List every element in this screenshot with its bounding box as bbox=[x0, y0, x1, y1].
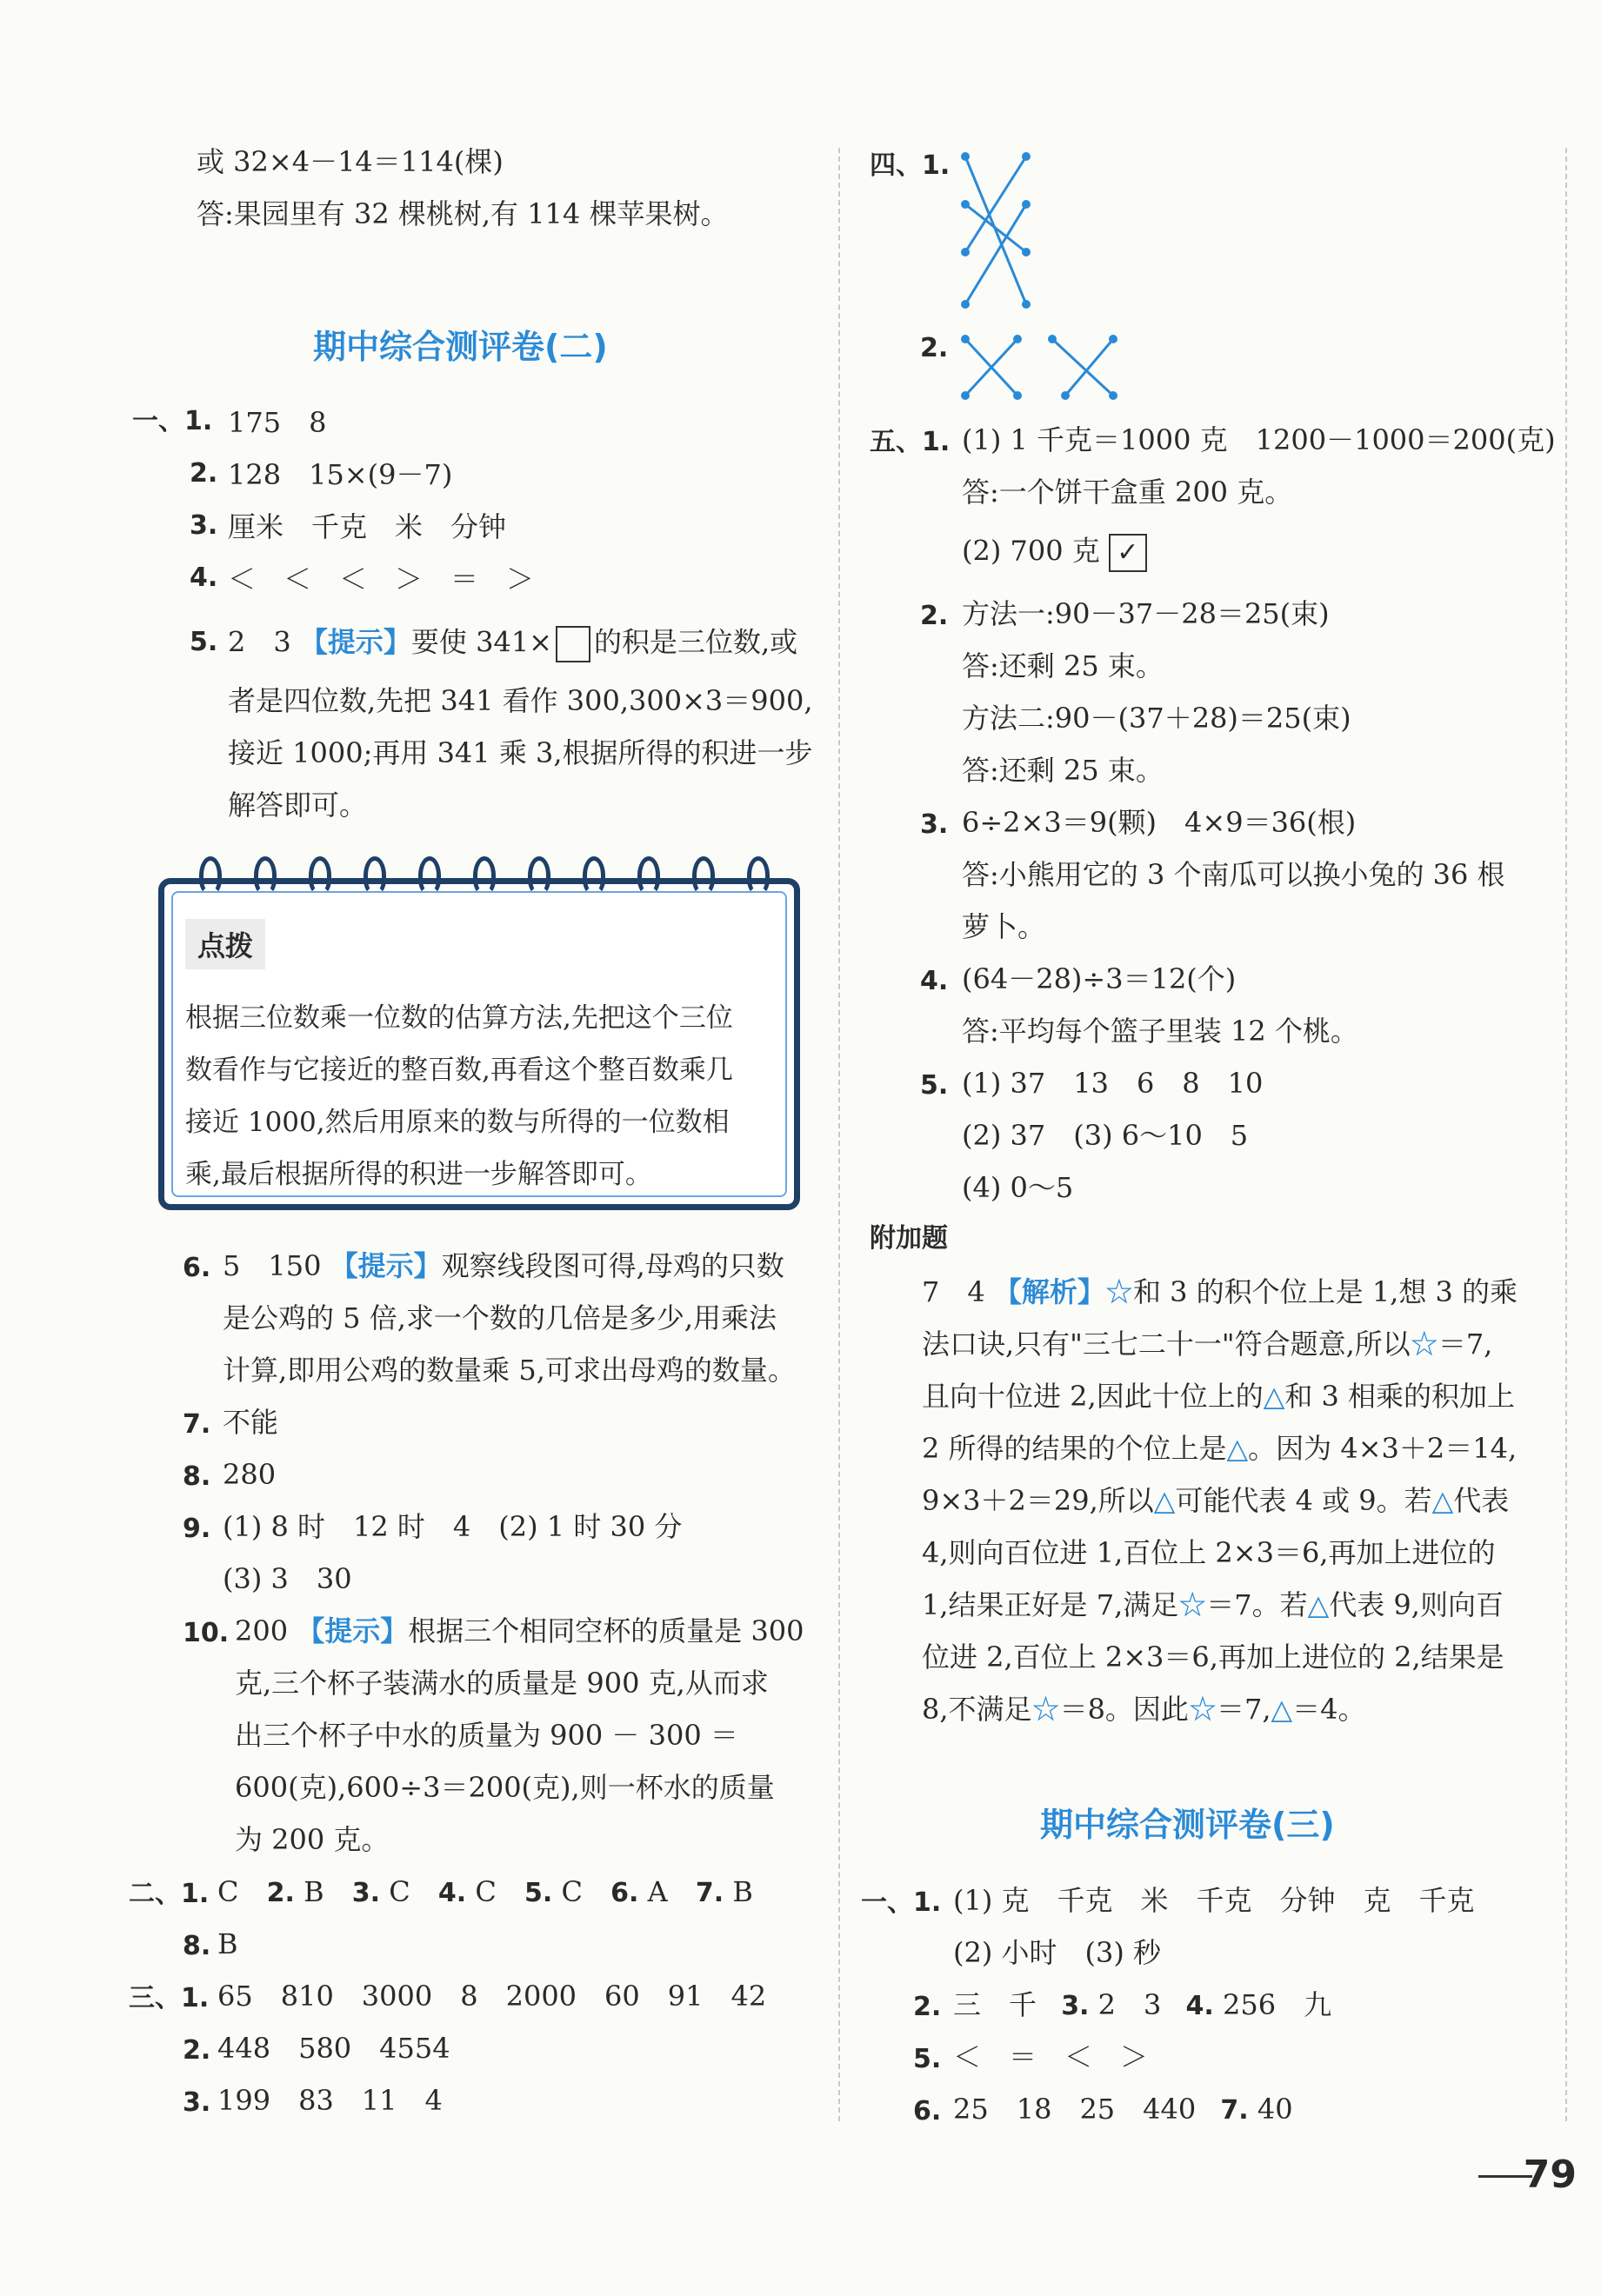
notebook-line-2: 数看作与它接近的整百数,再看这个整百数乘几 bbox=[185, 1055, 733, 1086]
p5-q3-line-3: 萝卜。 bbox=[962, 910, 1046, 943]
matching-diagram-1 bbox=[957, 148, 1052, 313]
p3-q2-answer: 448 580 4554 bbox=[217, 2032, 450, 2065]
extra-text: 2 所得的结果的个位上是 bbox=[922, 1432, 1227, 1465]
extra-text: 1,结果正好是 7,满足 bbox=[922, 1588, 1179, 1621]
s3-q3-num: 3. bbox=[1061, 1991, 1090, 2021]
notebook-line-1: 根据三位数乘一位数的估算方法,先把这个三位 bbox=[185, 1002, 733, 1034]
q10-answer: 200 bbox=[235, 1614, 289, 1647]
match-dot bbox=[1022, 300, 1031, 309]
q6-hint-text: 观察线段图可得,母鸡的只数 bbox=[441, 1249, 784, 1282]
q10-line-1 bbox=[235, 1614, 804, 1647]
q10-num: 10. bbox=[183, 1618, 230, 1648]
s3-q5-answer: ＜ ＝ ＜ ＞ bbox=[953, 2040, 1149, 2073]
p5-q5-num: 5. bbox=[920, 1070, 949, 1101]
ring-icon bbox=[418, 856, 441, 895]
star-icon: ☆ bbox=[1031, 1693, 1060, 1726]
p2-q8-answer: B bbox=[217, 1927, 238, 1960]
triangle-icon: △ bbox=[1263, 1380, 1285, 1413]
q5-line-3: 接近 1000;再用 341 乘 3,根据所得的积进一步 bbox=[228, 736, 813, 769]
q10-line-3: 出三个杯子中水的质量为 900 － 300 ＝ bbox=[235, 1719, 738, 1752]
q6-line-3: 计算,即用公鸡的数量乘 5,可求出母鸡的数量。 bbox=[223, 1354, 796, 1387]
p2-q6-answer: A bbox=[647, 1875, 668, 1908]
p5-q2-line-2: 答:还剩 25 束。 bbox=[962, 649, 1164, 682]
ring-icon bbox=[254, 856, 277, 895]
matching-diagram-2 bbox=[957, 330, 1131, 404]
extra-text: 和 3 的积个位上是 1,想 3 的乘 bbox=[1132, 1275, 1518, 1308]
match-dot bbox=[1022, 200, 1031, 209]
extra-text: 9×3＋2＝29,所以 bbox=[922, 1484, 1154, 1517]
notebook-line-4: 乘,最后根据所得的积进一步解答即可。 bbox=[185, 1159, 652, 1190]
s3-q7-num: 7. bbox=[1220, 2095, 1249, 2126]
p4-q2-num: 2. bbox=[920, 333, 949, 363]
ring-icon bbox=[692, 856, 715, 895]
part-4-label: 四、1. bbox=[870, 150, 951, 181]
p3-q3-answer: 199 83 11 4 bbox=[217, 2084, 443, 2117]
extra-line-6: 4,则向百位进 1,百位上 2×3＝6,再加上进位的 bbox=[922, 1536, 1496, 1569]
extra-text: ＝8。因此 bbox=[1059, 1693, 1189, 1726]
tip-notebook bbox=[158, 878, 800, 1210]
match-dot bbox=[1022, 248, 1031, 256]
star-icon: ☆ bbox=[1104, 1275, 1133, 1308]
extra-text: 法口诀,只有"三七二十一"符合题意,所以 bbox=[922, 1328, 1411, 1361]
q4-answer: ＜ ＜ ＜ ＞ ＝ ＞ bbox=[228, 562, 535, 596]
triangle-icon: △ bbox=[1271, 1693, 1293, 1726]
p2-q1-answer: C bbox=[217, 1875, 239, 1908]
q4-num: 4. bbox=[190, 562, 218, 593]
extra-line-8: 位进 2,百位上 2×3＝6,再加上进位的 2,结果是 bbox=[922, 1640, 1504, 1674]
p2-q6-num: 6. bbox=[610, 1878, 639, 1908]
q10-hint-text: 根据三个相同空杯的质量是 300 bbox=[408, 1614, 804, 1647]
s3-q6-answer: 25 18 25 440 bbox=[953, 2093, 1197, 2126]
match-line bbox=[965, 156, 1026, 252]
q8-num: 8. bbox=[183, 1461, 211, 1492]
extra-line-4 bbox=[922, 1432, 1518, 1465]
extra-text: 。因为 4×3＋2＝14, bbox=[1248, 1432, 1518, 1465]
match-dot bbox=[1048, 335, 1057, 343]
q2-answer: 128 15×(9－7) bbox=[228, 458, 453, 491]
extra-text: ＝7。若 bbox=[1206, 1588, 1308, 1621]
blank-box bbox=[556, 626, 590, 662]
extra-text: ＝7, bbox=[1438, 1328, 1493, 1361]
p5-q4-line-1: (64－28)÷3＝12(个) bbox=[962, 962, 1237, 995]
p2-q8-num: 8. bbox=[183, 1931, 211, 1961]
p5-q5-line-3: (4) 0～5 bbox=[962, 1171, 1074, 1204]
intro-line-1: 或 32×4－14＝114(棵) bbox=[197, 145, 504, 178]
ring-icon bbox=[364, 856, 386, 895]
p2-q5-answer: C bbox=[561, 1875, 583, 1908]
match-dot bbox=[961, 200, 970, 209]
extra-text: 和 3 相乘的积加上 bbox=[1284, 1380, 1516, 1413]
part-3-label: 三、1. bbox=[129, 1983, 210, 2013]
p5-q2-line-4: 答:还剩 25 束。 bbox=[962, 754, 1164, 787]
match-dot bbox=[961, 248, 970, 256]
match-dot bbox=[961, 391, 970, 400]
q7-num: 7. bbox=[183, 1409, 211, 1440]
match-dot bbox=[1022, 152, 1031, 161]
s3-q3-answer: 2 3 bbox=[1097, 1988, 1162, 2021]
p5-q1-line-3 bbox=[962, 534, 1147, 572]
extra-text: 8,不满足 bbox=[922, 1693, 1032, 1726]
p5-q2-num: 2. bbox=[920, 601, 949, 631]
triangle-icon: △ bbox=[1307, 1588, 1330, 1621]
p5-q1-line-1: (1) 1 千克＝1000 克 1200－1000＝200(克) bbox=[962, 423, 1556, 456]
s3-q2-num: 2. bbox=[913, 1992, 942, 2022]
match-dot bbox=[1013, 335, 1022, 343]
q7-answer: 不能 bbox=[223, 1406, 279, 1439]
q10-line-4: 600(克),600÷3＝200(克),则一杯水的质量 bbox=[235, 1771, 775, 1804]
q3-num: 3. bbox=[190, 510, 218, 541]
p5-q3-line-1: 6÷2×3＝9(颗) 4×9＝36(根) bbox=[962, 806, 1357, 839]
q10-line-5: 为 200 克。 bbox=[235, 1823, 390, 1856]
part-1b-label: 一、1. bbox=[861, 1887, 942, 1918]
s3-q4-num: 4. bbox=[1185, 1991, 1214, 2021]
q5-line-1 bbox=[228, 626, 797, 662]
q8-answer: 280 bbox=[223, 1458, 277, 1491]
s3-q2-answer: 三 千 bbox=[953, 1988, 1037, 2021]
p5-q4-num: 4. bbox=[920, 966, 949, 996]
p2-q2-answer: B bbox=[304, 1875, 324, 1908]
s3-q5-num: 5. bbox=[913, 2044, 942, 2074]
ring-icon bbox=[309, 856, 331, 895]
extra-text: 代表 9,则向百 bbox=[1329, 1588, 1504, 1621]
p5-q1-answer: (2) 700 克 bbox=[962, 534, 1100, 568]
p2-q2-num: 2. bbox=[266, 1878, 295, 1908]
p2-q5-num: 5. bbox=[524, 1878, 553, 1908]
ring-icon bbox=[637, 856, 660, 895]
s3-q6-num: 6. bbox=[913, 2096, 942, 2126]
q5-hint-text-b: 的积是三位数,或 bbox=[594, 625, 798, 659]
q5-num: 5. bbox=[190, 627, 218, 657]
star-icon: ☆ bbox=[1188, 1693, 1217, 1726]
p3-q3-num: 3. bbox=[183, 2087, 211, 2118]
notebook-line-3: 接近 1000,然后用原来的数与所得的一位数相 bbox=[185, 1107, 730, 1138]
s3-q1-line-1: (1) 克 千克 米 千克 分钟 克 千克 bbox=[953, 1884, 1475, 1917]
p5-q2-line-1: 方法一:90－37－28＝25(束) bbox=[962, 597, 1330, 630]
match-line bbox=[1052, 339, 1113, 396]
q9-line-2: (3) 3 30 bbox=[223, 1562, 352, 1595]
p2-q3-num: 3. bbox=[351, 1878, 381, 1908]
p2-q7-num: 7. bbox=[695, 1878, 724, 1908]
q5-answer: 2 3 bbox=[228, 625, 291, 659]
extra-question-title: 附加题 bbox=[870, 1223, 948, 1254]
p2-q4-num: 4. bbox=[437, 1878, 467, 1908]
part-5-label: 五、1. bbox=[870, 427, 951, 457]
extra-line-7 bbox=[922, 1588, 1504, 1621]
extra-answer: 7 4 bbox=[922, 1275, 985, 1308]
ring-icon bbox=[528, 856, 550, 895]
p5-q2-line-3: 方法二:90－(37＋28)＝25(束) bbox=[962, 702, 1351, 735]
analysis-label: 【解析】 bbox=[993, 1275, 1105, 1308]
q2-num: 2. bbox=[190, 458, 218, 489]
section-title-3: 期中综合测评卷(三) bbox=[1040, 1806, 1335, 1844]
p3-q2-num: 2. bbox=[183, 2035, 211, 2066]
q9-line-1: (1) 8 时 12 时 4 (2) 1 时 30 分 bbox=[223, 1510, 683, 1543]
p2-q4-answer: C bbox=[475, 1875, 497, 1908]
extra-text: 且向十位进 2,因此十位上的 bbox=[922, 1380, 1264, 1413]
ring-icon bbox=[473, 856, 496, 895]
s3-q4-answer: 256 九 bbox=[1223, 1988, 1332, 2021]
match-dot bbox=[961, 335, 970, 343]
p5-q3-num: 3. bbox=[920, 809, 949, 840]
s3-q7-answer: 40 bbox=[1257, 2093, 1293, 2126]
match-dot bbox=[961, 152, 970, 161]
match-line bbox=[965, 156, 1026, 304]
s3-q1-line-2: (2) 小时 (3) 秒 bbox=[953, 1936, 1162, 1969]
extra-text: 可能代表 4 或 9。若 bbox=[1175, 1484, 1432, 1517]
section-title-2: 期中综合测评卷(二) bbox=[313, 328, 608, 366]
page-number: 79 bbox=[1523, 2153, 1577, 2197]
triangle-icon: △ bbox=[1226, 1432, 1249, 1465]
hint-label: 【提示】 bbox=[330, 1249, 442, 1282]
extra-line-3 bbox=[922, 1380, 1516, 1413]
match-line bbox=[1065, 339, 1113, 396]
q6-line-2: 是公鸡的 5 倍,求一个数的几倍是多少,用乘法 bbox=[223, 1301, 777, 1334]
p5-q3-line-2: 答:小熊用它的 3 个南瓜可以换小兔的 36 根 bbox=[962, 858, 1505, 891]
hint-label: 【提示】 bbox=[299, 625, 411, 659]
p2-q7-answer: B bbox=[732, 1875, 753, 1908]
q5-line-4: 解答即可。 bbox=[228, 789, 368, 822]
extra-line-2 bbox=[922, 1328, 1493, 1361]
ring-icon bbox=[747, 856, 770, 895]
extra-line-5 bbox=[922, 1484, 1510, 1517]
triangle-icon: △ bbox=[1431, 1484, 1454, 1517]
extra-line-9 bbox=[922, 1693, 1366, 1726]
s3-q2-4-line bbox=[953, 1988, 1332, 2021]
hint-label: 【提示】 bbox=[297, 1614, 409, 1647]
p2-q3-answer: C bbox=[389, 1875, 410, 1908]
extra-text: ＝7, bbox=[1216, 1693, 1271, 1726]
q6-answer: 5 150 bbox=[223, 1249, 322, 1282]
right-edge-divider bbox=[1565, 148, 1567, 2121]
q5-hint-text-a: 要使 341× bbox=[410, 625, 552, 659]
part-2-answers bbox=[217, 1875, 753, 1908]
q6-line-1 bbox=[223, 1249, 784, 1282]
checkmark-box: ✓ bbox=[1109, 534, 1147, 572]
ring-icon bbox=[583, 856, 605, 895]
q6-num: 6. bbox=[183, 1253, 211, 1283]
star-icon: ☆ bbox=[1410, 1328, 1438, 1361]
q9-num: 9. bbox=[183, 1514, 211, 1544]
p3-q1-answer: 65 810 3000 8 2000 60 91 42 bbox=[217, 1980, 767, 2013]
s3-q6-7-line bbox=[953, 2095, 1293, 2124]
column-divider bbox=[838, 148, 840, 2121]
triangle-icon: △ bbox=[1153, 1484, 1176, 1517]
intro-line-2: 答:果园里有 32 棵桃树,有 114 棵苹果树。 bbox=[197, 197, 729, 230]
part-1-label: 一、1. bbox=[132, 406, 213, 436]
part-2-label: 二、1. bbox=[129, 1879, 210, 1909]
match-dot bbox=[1013, 391, 1022, 400]
match-dot bbox=[961, 300, 970, 309]
match-dot bbox=[1061, 391, 1070, 400]
q10-line-2: 克,三个杯子装满水的质量是 900 克,从而求 bbox=[235, 1667, 769, 1700]
q1-answer: 175 8 bbox=[228, 406, 327, 439]
match-line bbox=[965, 204, 1026, 304]
p5-q5-line-1: (1) 37 13 6 8 10 bbox=[962, 1067, 1264, 1100]
p5-q4-line-2: 答:平均每个篮子里装 12 个桃。 bbox=[962, 1015, 1358, 1048]
p5-q1-line-2: 答:一个饼干盒重 200 克。 bbox=[962, 476, 1293, 509]
star-icon: ☆ bbox=[1178, 1588, 1207, 1621]
ring-icon bbox=[199, 856, 222, 895]
p5-q5-line-2: (2) 37 (3) 6～10 5 bbox=[962, 1119, 1249, 1152]
extra-line-1 bbox=[922, 1275, 1518, 1308]
extra-text: ＝4。 bbox=[1292, 1693, 1366, 1726]
q3-answer: 厘米 千克 米 分钟 bbox=[228, 510, 507, 543]
q5-line-2: 者是四位数,先把 341 看作 300,300×3＝900, bbox=[228, 684, 813, 717]
match-dot bbox=[1109, 391, 1117, 400]
match-line bbox=[965, 204, 1026, 252]
extra-text: 代表 bbox=[1453, 1484, 1510, 1517]
notebook-heading: 点拨 bbox=[185, 919, 265, 969]
match-dot bbox=[1109, 335, 1117, 343]
